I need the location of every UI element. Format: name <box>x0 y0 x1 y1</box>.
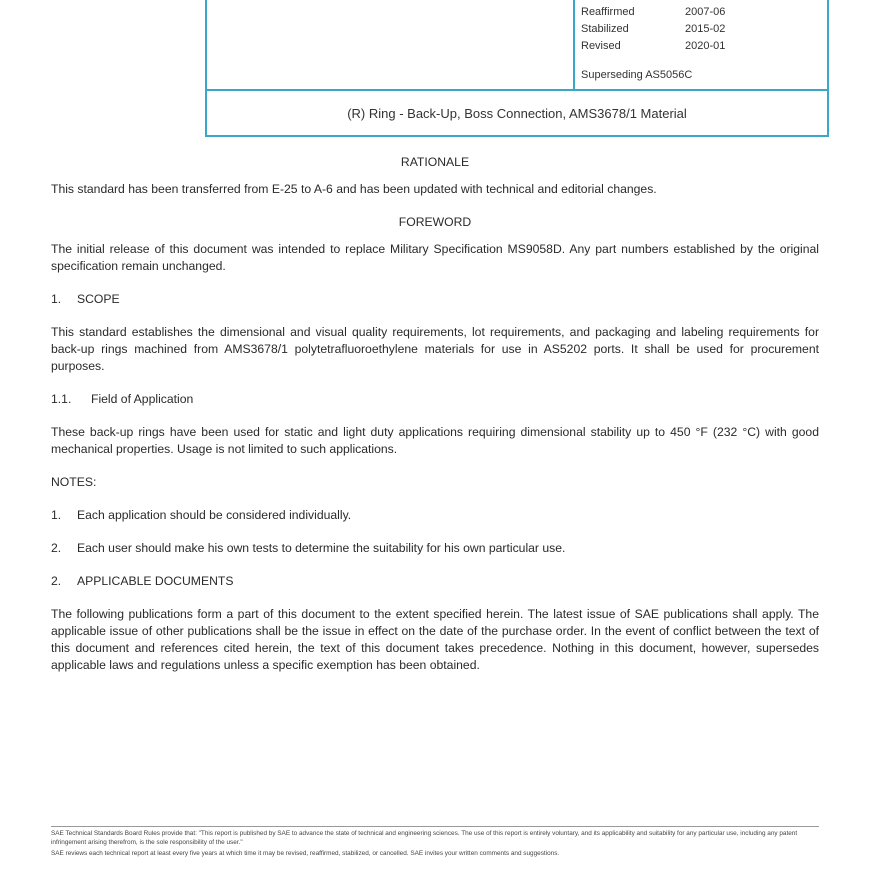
scope-text: This standard establishes the dimensional and visual quality requirements, lot requirements, and packaging and labeling requirements for back-up rings machined from AMS3678/1 polytetrafluoroethylene materials for use in AS5202 ports. It shall be used for procurement purposes. <box>51 325 819 373</box>
date-row-reaffirmed <box>581 4 725 21</box>
header-vertical-divider <box>573 0 575 90</box>
note-number: 1. <box>51 508 62 522</box>
page-footer <box>51 826 819 862</box>
date-row-stabilized <box>581 21 725 38</box>
applicable-documents-text: The following publications form a part of this document to the extent specified herein. The latest issue of SAE publications shall apply. The applicable issue of other publications shall be the issue in effect on the date of the purchase order. In the event of conflict between the text of this document and references cited herein, the text of this document takes precedence. Nothing in this document, however, supersedes applicable laws and regulations unless a specific exemption has been obtained. <box>51 607 819 672</box>
note-item <box>51 540 819 557</box>
rationale-text: This standard has been transferred from E-25 to A-6 and has been updated with technical and editorial changes. <box>51 182 657 196</box>
note-item <box>51 507 819 524</box>
header-horizontal-divider <box>207 89 827 91</box>
document-header-box <box>205 0 829 137</box>
note-text: Each user should make his own tests to determine the suitability for his own particular use. <box>77 541 566 555</box>
date-label: Reaffirmed <box>581 6 635 18</box>
date-value: 2020-01 <box>685 40 726 52</box>
section-title: Field of Application <box>91 392 194 406</box>
section-number: 1.1. <box>51 392 72 406</box>
note-text: Each application should be considered individually. <box>77 508 352 522</box>
foreword-text: The initial release of this document was intended to replace Military Specification MS9058D. Any part numbers established by the original specification remain unchanged. <box>51 242 819 273</box>
rationale-heading: RATIONALE <box>400 155 470 169</box>
section-title: SCOPE <box>77 292 120 306</box>
scope-heading <box>51 291 819 308</box>
date-label: Stabilized <box>581 23 629 35</box>
section-number: 1. <box>51 292 62 306</box>
notes-label: NOTES: <box>51 475 97 489</box>
date-value: 2015-02 <box>685 23 726 35</box>
date-row-revised <box>581 38 725 55</box>
superseding-note: Superseding AS5056C <box>581 69 693 81</box>
footer-review-note: SAE reviews each technical report at least every five years at which time it may be revised, reaffirmed, stabilized, or cancelled. SAE invites your written comments and suggestions. <box>51 850 560 857</box>
revision-dates <box>581 4 725 55</box>
foreword-heading: FOREWORD <box>398 215 472 229</box>
date-label: Revised <box>581 40 621 52</box>
section-title: APPLICABLE DOCUMENTS <box>77 574 234 588</box>
footer-disclaimer: SAE Technical Standards Board Rules provide that: "This report is published by SAE to advance the state of technical and engineering sciences. The use of this report is entirely voluntary, and its applicability and suitability for any particular use, including any patent infringement arising therefrom, is the sole responsibility of the user." <box>51 830 798 846</box>
date-value: 2007-06 <box>685 6 726 18</box>
document-title: (R) Ring - Back-Up, Boss Connection, AMS3678/1 Material <box>347 106 687 121</box>
section-number: 2. <box>51 574 62 588</box>
document-body <box>51 154 819 690</box>
field-of-application-heading <box>51 391 819 408</box>
note-number: 2. <box>51 541 62 555</box>
field-of-application-text: These back-up rings have been used for static and light duty applications requiring dimensional stability up to 450 °F (232 °C) with good mechanical properties. Usage is not limited to such applications. <box>51 425 819 456</box>
applicable-documents-heading <box>51 573 819 590</box>
